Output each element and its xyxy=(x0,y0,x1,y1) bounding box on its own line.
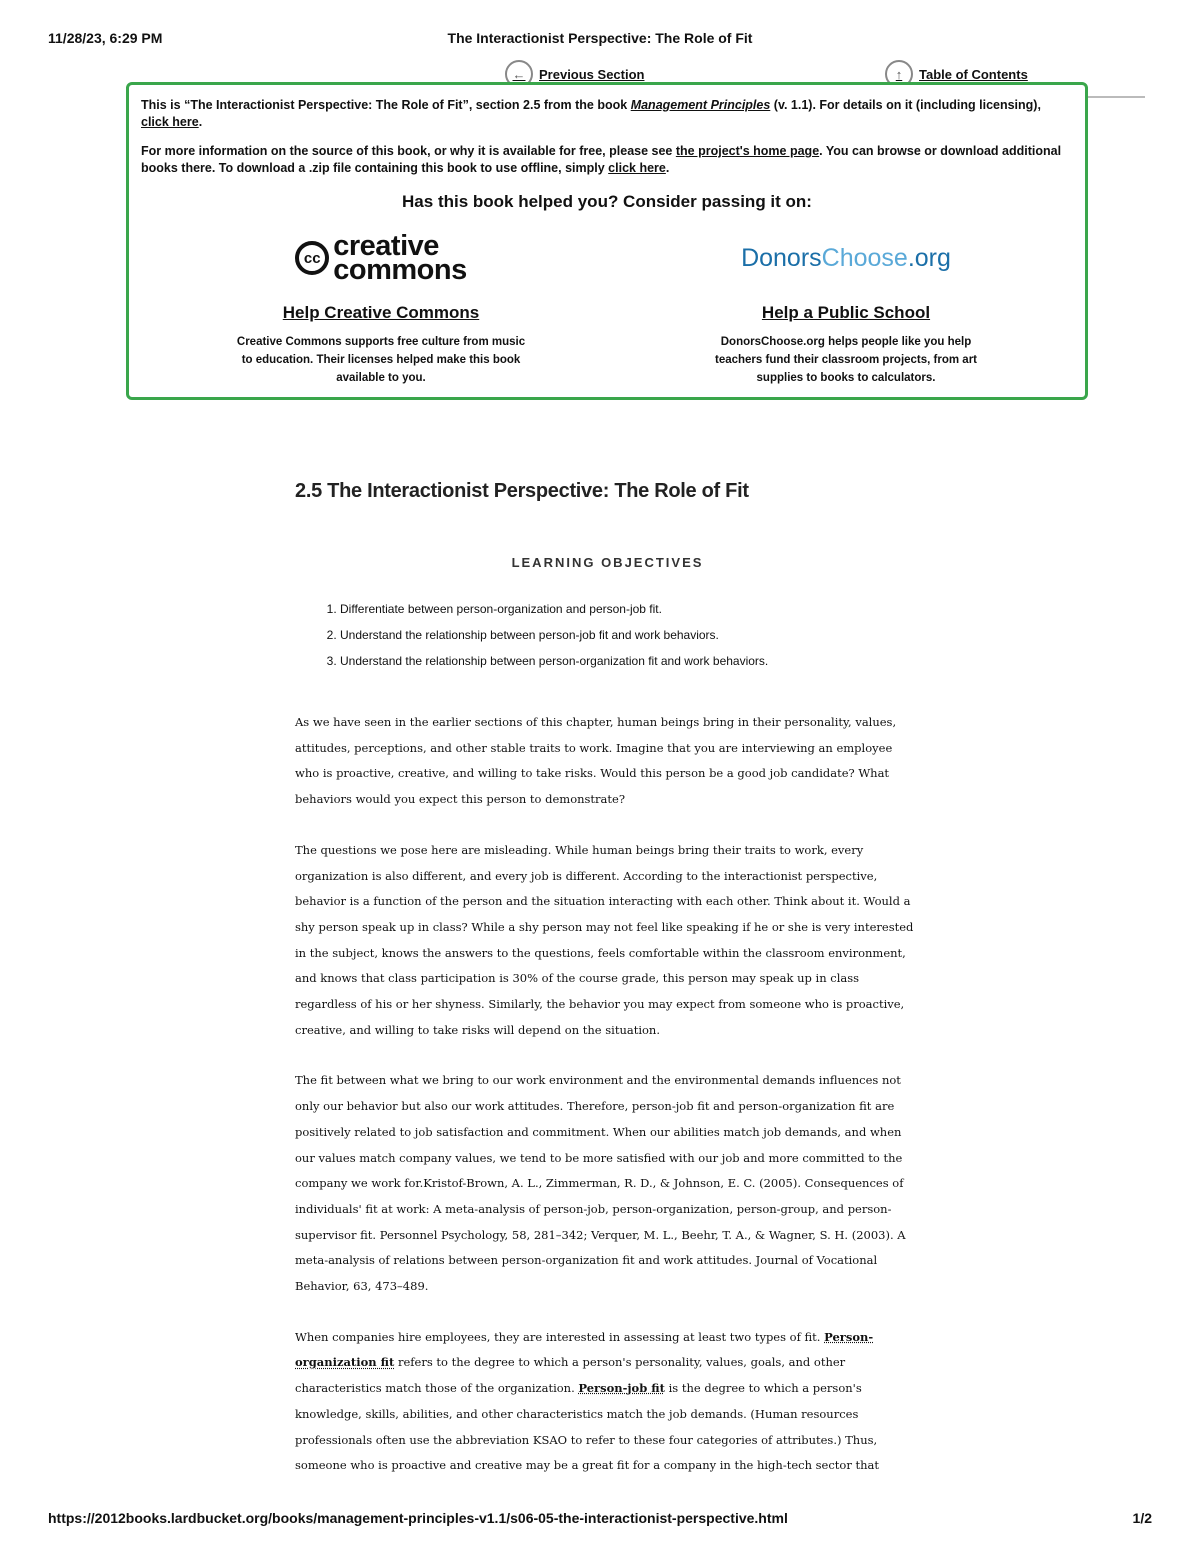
page-number: 1/2 xyxy=(1132,1510,1152,1526)
help-creative-commons-link[interactable]: Help Creative Commons xyxy=(282,303,480,322)
donorschoose-logo[interactable] xyxy=(696,228,996,288)
dc-word-3: .org xyxy=(907,243,951,272)
source-info xyxy=(141,143,1071,177)
print-header xyxy=(48,30,1152,50)
cc-icon: cc xyxy=(295,241,329,275)
donate-prompt: Has this book helped you? Consider passing it on: xyxy=(402,192,812,211)
arrow-left-icon: ← xyxy=(505,60,533,88)
list-item: 1. Differentiate between person-organization and person-job fit. xyxy=(340,596,920,622)
donorschoose-blurb: DonorsChoose.org helps people like you help teachers fund their classroom projects, from art supplies to books to calculators. xyxy=(714,336,978,384)
donorschoose-column xyxy=(696,210,996,387)
cc-word-2: commons xyxy=(333,254,467,286)
license-click-here-link[interactable]: click here xyxy=(141,115,199,129)
learning-objectives-list xyxy=(295,596,920,674)
source-text-b: . You can browse or download additional books there. To download a .zip file containing this book to use offline, simply xyxy=(141,144,1062,175)
dc-word-2: Choose xyxy=(821,243,908,272)
creative-commons-column xyxy=(231,210,531,387)
creative-commons-blurb: Creative Commons supports free culture from music to education. Their licenses helped make this book available to you. xyxy=(236,336,526,384)
cc-word-1: creative xyxy=(333,230,439,262)
book-info-banner xyxy=(126,82,1088,400)
license-text-a: This is “The Interactionist Perspective: The Role of Fit”, section 2.5 from the book xyxy=(141,98,631,112)
license-text-b: (v. 1.1). For details on it (including licensing), xyxy=(770,98,1041,112)
section-title: 2.5 The Interactionist Perspective: The Role of Fit xyxy=(295,480,749,502)
license-text-c: . xyxy=(198,115,203,129)
paragraph-text: is the degree to which a person's knowledge, skills, abilities, and other characteristics match the job demands. (Human resources professionals often use the abbreviation KSAO to refer to these four categories of attributes.) Thus, someone who is proactive and creative may be a great fit for a company in the high-tech sector that xyxy=(295,1381,879,1473)
creative-commons-logo[interactable] xyxy=(231,228,531,288)
paragraph: The fit between what we bring to our work environment and the environmental demands influences not only our behavior but also our work attitudes. Therefore, person-job fit and person-organization fit are positively related to job satisfaction and commitment. When our abilities match job demands, and when our values match company values, we tend to be more satisfied with our job and more committed to the company we work for.Kristof-Brown, A. L., Zimmerman, R. D., & Johnson, E. C. (2005). Consequences of individuals' fit at work: A meta-analysis of person-job, person-organization, person-group, and person-supervisor fit. Personnel Psychology, 58, 281–342; Verquer, M. L., Beehr, T. A., & Wagner, S. H. (2003). A meta-analysis of relations between person-organization fit and work attitudes. Journal of Vocational Behavior, 63, 473–489. xyxy=(295,1073,906,1294)
learning-objectives-heading: LEARNING OBJECTIVES xyxy=(511,555,704,570)
print-page-title: The Interactionist Perspective: The Role of Fit xyxy=(447,30,753,46)
paragraph-text: refers to the degree to which a person's personality, values, goals, and other characteristics match those of the organization. xyxy=(295,1355,846,1396)
download-click-here-link[interactable]: click here xyxy=(608,161,666,175)
print-datetime: 11/28/23, 6:29 PM xyxy=(48,30,163,46)
article xyxy=(295,480,920,1504)
paragraph xyxy=(295,1325,920,1479)
print-footer xyxy=(48,1510,1152,1530)
glossary-term-person-job-fit[interactable]: Person-job fit xyxy=(578,1381,665,1396)
paragraph-text: When companies hire employees, they are interested in assessing at least two types of fit. xyxy=(295,1329,825,1344)
help-public-school-link[interactable]: Help a Public School xyxy=(761,303,931,322)
previous-section-label: Previous Section xyxy=(539,66,645,82)
donate-options xyxy=(141,210,1073,390)
paragraph: The questions we pose here are misleading. While human beings bring their traits to work, every organization is also different, and every job is different. According to the interactionist perspective, behavior is a function of the person and the situation interacting with each other. Think about it. Would a shy person speak up in class? While a shy person may not feel like speaking if he or she is very interested in the subject, knows the answers to the questions, feels comfortable within the classroom environment, and knows that class participation is 30% of the course grade, this person may speak up in class regardless of his or her shyness. Similarly, the behavior you may expect from someone who is proactive, creative, and willing to take risks will depend on the situation. xyxy=(295,842,914,1037)
table-of-contents-label: Table of Contents xyxy=(919,66,1028,82)
source-text-c: . xyxy=(665,161,670,175)
license-info xyxy=(141,97,1071,131)
project-home-link[interactable]: the project's home page xyxy=(675,144,820,158)
book-title-link[interactable]: Management Principles xyxy=(630,98,771,112)
source-text-a: For more information on the source of this book, or why it is available for free, please see xyxy=(141,144,676,158)
arrow-up-icon: ↑ xyxy=(885,60,913,88)
print-url: https://2012books.lardbucket.org/books/management-principles-v1.1/s06-05-the-interactionist-perspective.html xyxy=(48,1510,788,1526)
list-item: 3. Understand the relationship between person-organization fit and work behaviors. xyxy=(340,648,920,674)
cc-wordmark xyxy=(333,230,467,286)
dc-word-1: Donors xyxy=(741,243,822,272)
glossary-term-person-organization-fit[interactable]: Person-organization fit xyxy=(295,1329,874,1370)
paragraph: As we have seen in the earlier sections of this chapter, human beings bring in their personality, values, attitudes, perceptions, and other stable traits to work. Imagine that you are interviewing an employee who is proactive, creative, and willing to take risks. Would this person be a good job candidate? What behaviors would you expect this person to demonstrate? xyxy=(295,715,897,807)
list-item: 2. Understand the relationship between person-job fit and work behaviors. xyxy=(340,622,920,648)
article-body xyxy=(295,710,920,1479)
